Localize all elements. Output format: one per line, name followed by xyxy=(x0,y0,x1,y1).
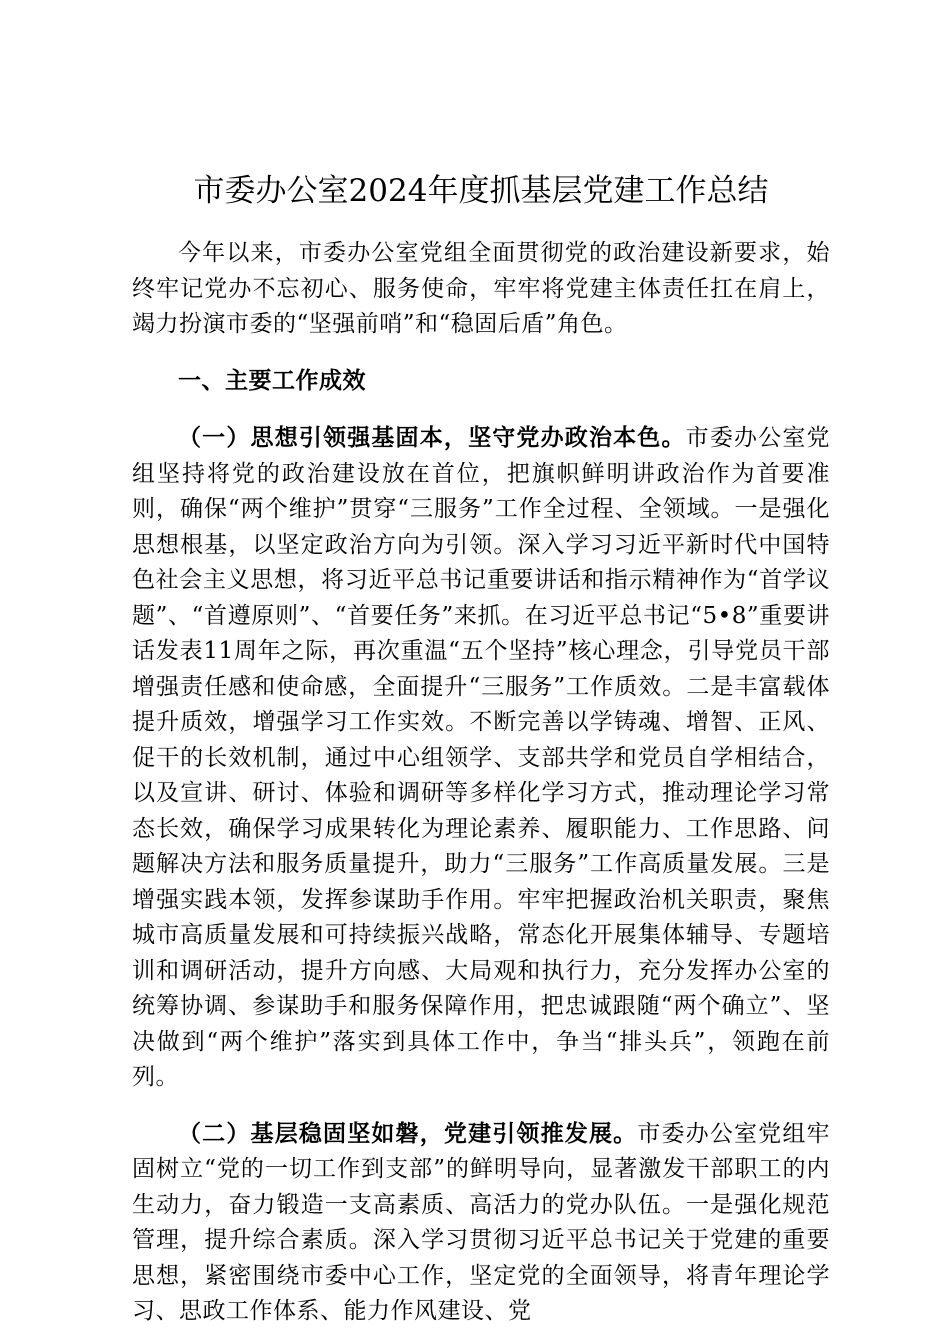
subsection-2-body: 市委办公室党组牢固树立“党的一切工作到支部”的鲜明导向，显著激发干部职工的内生动力，奋力锻造一支高素质、高活力的党办队伍。一是强化规范管理，提升综合素质。深入学习贯彻习近平总书记关于党建的重要思想，紧密围绕市委中心工作，坚定党的全面领导，将青年理论学习、思政工作体系、能力作风建设、党 xyxy=(132,1120,831,1324)
subsection-2-paragraph xyxy=(132,1116,830,1330)
document-title: 市委办公室2024年度抓基层党建工作总结 xyxy=(193,173,769,209)
document-page xyxy=(132,168,830,1330)
intro-paragraph: 今年以来，市委办公室党组全面贯彻党的政治建设新要求，始终牢记党办不忘初心、服务使命，牢牢将党建主体责任扛在肩上，竭力扮演市委的“坚强前哨”和“稳固后盾”角色。 xyxy=(132,240,830,337)
section-heading-main-achievements: 一、主要工作成效 xyxy=(178,366,366,394)
subsection-1-heading: （一）思想引领强基固本，坚守党办政治本色。 xyxy=(178,424,686,451)
subsection-2-heading: （二）基层稳固坚如磐，党建引领推发展。 xyxy=(178,1119,638,1147)
subsection-1-paragraph xyxy=(132,420,830,1096)
subsection-1-body: 市委办公室党组坚持将党的政治建设放在首位，把旗帜鲜明讲政治作为首要准则，确保“两个维护”贯穿“三服务”工作全过程、全领域。一是强化思想根基，以坚定政治方向为引领。深入学习习近平新时代中国特色社会主义思想，将习近平总书记重要讲话和指示精神作为“首学议题”、“首遵原则”、“首要任务”来抓。在习近平总书记“5•8”重要讲话发表11周年之际，再次重温“五个坚持”核心理念，引导党员干部增强责任感和使命感，全面提升“三服务”工作质效。二是丰富载体提升质效，增强学习工作实效。不断完善以学铸魂、增智、正风、促干的长效机制，通过中心组领学、支部共学和党员自学相结合，以及宣讲、研讨、体验和调研等多样化学习方式，推动理论学习常态长效，确保学习成果转化为理论素养、履职能力、工作思路、问题解决方法和服务质量提升，助力“三服务”工作高质量发展。三是增强实践本领，发挥参谋助手作用。牢牢把握政治机关职责，聚焦城市高质量发展和可持续振兴战略，常态化开展集体辅导、专题培训和调研活动，提升方向感、大局观和执行力，充分发挥办公室的统筹协调、参谋助手和服务保障作用，把忠诚跟随“两个确立”、坚决做到“两个维护”落实到具体工作中，争当“排头兵”，领跑在前列。 xyxy=(132,425,831,1090)
